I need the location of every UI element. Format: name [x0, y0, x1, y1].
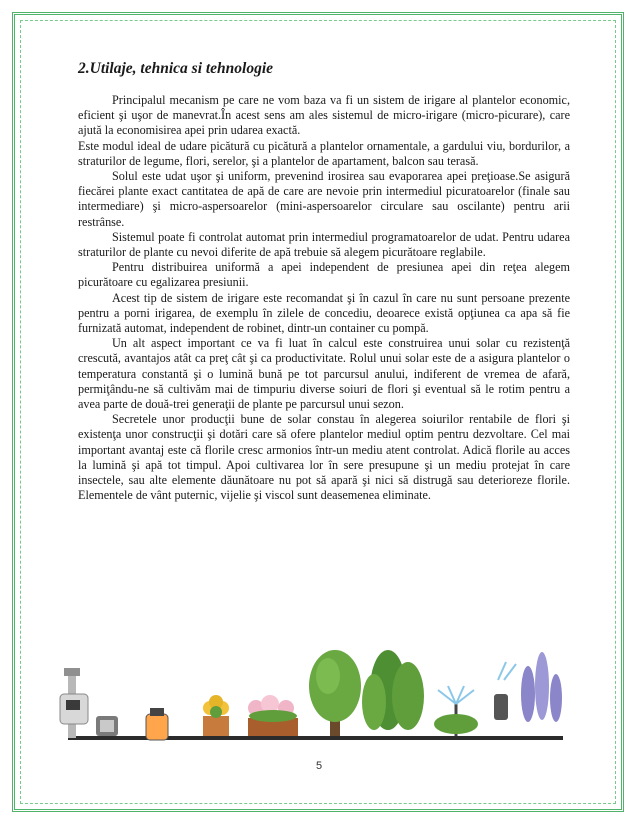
paragraph: Solul este udat uşor şi uniform, prevenind irosirea sau evaporarea apei preţioase.Se asigură fiecărei plante exact cantitatea de apă de care are nevoie prin intermediul picuratoarelor (finale sau intermediare) şi micro-aspersoarelor (mini-aspersoarelor circulare sau oscilante) pentru arii restrânse. — [78, 169, 570, 229]
body-text — [78, 93, 570, 503]
filter-icon — [96, 716, 118, 736]
section-heading: 2.Utilaje, tehnica si tehnologie — [78, 60, 274, 77]
pressure-reducer-icon — [146, 708, 168, 740]
paragraph: Sistemul poate fi controlat automat prin intermediul programatoarelor de udat. Pentru udarea straturilor de plante cu nevoi diferite de apă trebuie să alegem picurătoare reglabile. — [78, 229, 570, 260]
irrigation-system-illustration — [58, 646, 580, 756]
paragraph: Acest tip de sistem de irigare este recomandat şi în cazul în care nu sunt persoane prezente pentru a porni irigarea, de exemplu în zilele de concediu, deoarece există opţiunea ca apa să fie furnizată automat, independent de robinet, dintr-un container cu pompă. — [78, 290, 570, 336]
lavender-icon — [494, 652, 562, 722]
shrub-icon — [309, 650, 361, 736]
paragraph: Este modul ideal de udare picătură cu picătură a plantelor ornamentale, a gardului viu, bordurilor, a straturilor de legume, flori, serelor, şi a plantelor de apartament, balcon sau terasă. — [78, 138, 570, 168]
page-number: 5 — [315, 760, 323, 772]
flower-box-icon — [248, 695, 298, 736]
tap-with-timer-icon — [60, 668, 88, 738]
paragraph: Pentru distribuirea uniformă a apei independent de presiunea apei din reţea alegem picurătoare cu egalizarea presiunii. — [78, 260, 570, 290]
sprinkler-icon — [434, 686, 478, 736]
tall-plants-icon — [362, 650, 424, 730]
paragraph: Secretele unor producţii bune de solar constau în alegerea soiurilor rentabile de flori şi existenţa unor construcţii şi dotări care să ofere plantelor mediul optim pentru dezvoltare. Cel mai important avantaj este că florile cresc armonios într-un mediu atent controlat. Adică florile au acces la lumină şi apă tot timpul. Apoi cultivarea lor în sere presupune şi un mediu protejat în care insectele, sau alte elemente dăunătoare nu pot să apară şi nici să distrugă sau deterioreze florile. Elementele de vânt puternic, vijelie şi viscol sunt deasemenea eliminate. — [78, 412, 570, 503]
potted-plant-icon — [203, 695, 229, 736]
paragraph: Un alt aspect important ce va fi luat în calcul este construirea unui solar cu rezistenţă crescută, avantajos atât ca preţ cât şi ca productivitate. Rolul unui solar este de a asigura plantelor o temperatura constantă şi o lumină bună pe tot parcursul anului, indiferent de vremea de afară, permiţându-ne să cultivăm mai de timpuriu diverse soiuri de flori şi eventual să le rotim pentru a avea parte de două-trei generaţii de plante pe parcursul unui sezon. — [78, 336, 570, 412]
paragraph: Principalul mecanism pe care ne vom baza va fi un sistem de irigare al plantelor economic, eficient şi uşor de manevrat.În acest sens am ales sistemul de micro-irigare (micro-picurare), care ajută la economisirea apei prin udarea exactă. — [78, 93, 570, 138]
